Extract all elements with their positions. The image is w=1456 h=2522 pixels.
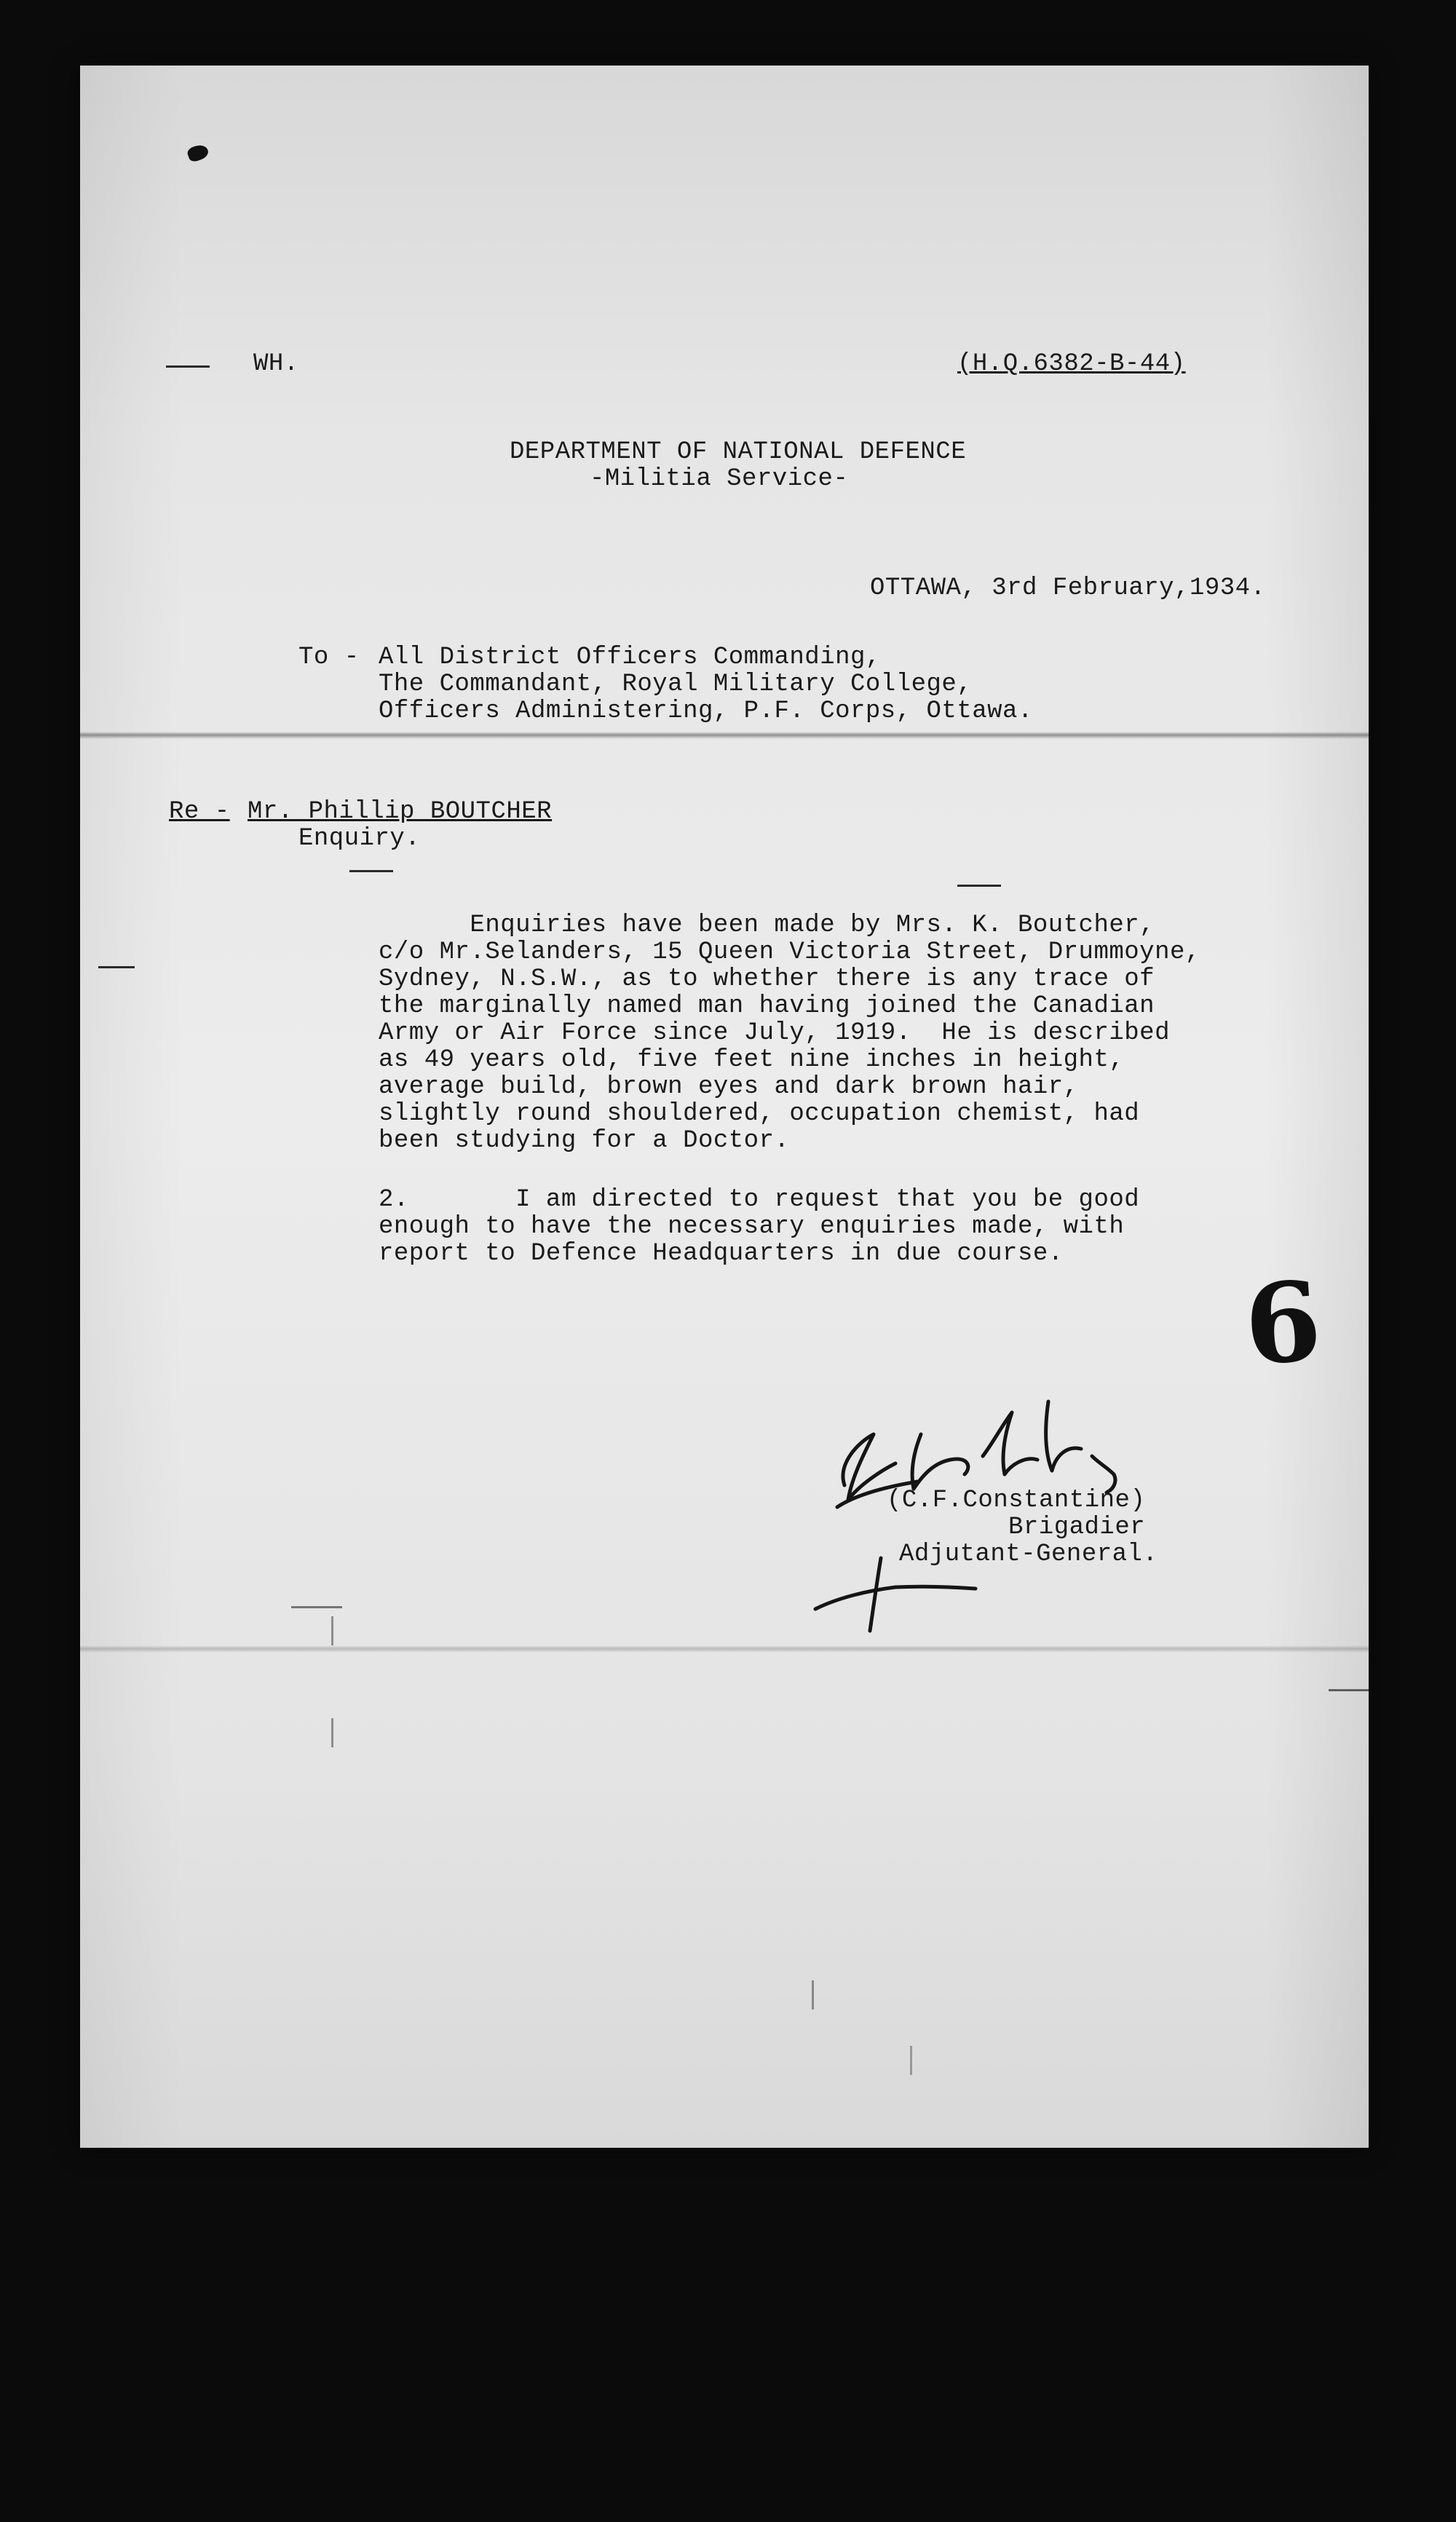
margin-dash [291,1606,342,1608]
body-line: average build, brown eyes and dark brown hair, [379,1073,1079,1101]
document-page [80,66,1369,2148]
body-line: enough to have the necessary enquiries made, with [379,1213,1125,1241]
margin-dash [98,966,135,968]
margin-tick [910,2046,912,2075]
margin-dash [1329,1689,1369,1691]
body-line: Army or Air Force since July, 1919. He is described [379,1019,1170,1047]
dateline: OTTAWA, 3rd February,1934. [870,574,1266,602]
margin-tick [812,1980,814,2009]
signatory-title: Adjutant-General. [899,1541,1158,1568]
body-line: report to Defence Headquarters in due course. [379,1240,1064,1268]
body-line: slightly round shouldered, occupation chemist, had [379,1100,1140,1128]
ink-speck [186,143,210,163]
body-line: Enquiries have been made by Mrs. K. Boutcher, [379,912,1155,939]
page-number: 6 [1240,1257,1326,1391]
initials: WH. [253,350,299,378]
signatory-name: (C.F.Constantine) [887,1487,1146,1514]
subject-line2: Enquiry. [298,825,421,853]
body-line: been studying for a Doctor. [379,1127,790,1155]
margin-dash [166,365,210,368]
subject-name: Mr. Phillip BOUTCHER [248,798,553,826]
body-line: c/o Mr.Selanders, 15 Queen Victoria Street, Drummoyne, [379,938,1200,966]
recipients-prefix: To - [298,644,360,671]
recipient-line: Officers Administering, P.F. Corps, Ottawa. [379,697,1033,725]
file-reference: (H.Q.6382-B-44) [957,350,1186,378]
recipient-line: All District Officers Commanding, [379,644,881,671]
body-line: the marginally named man having joined the Canadian [379,992,1155,1020]
signatory-rank: Brigadier [1008,1514,1146,1541]
body-line: as 49 years old, five feet nine inches in height, [379,1046,1125,1074]
recipient-line: The Commandant, Royal Military College, [379,671,973,698]
fold-crease [80,732,1369,739]
margin-tick [331,1718,333,1747]
service-subtitle: -Militia Service- [590,465,849,493]
department-title: DEPARTMENT OF NATIONAL DEFENCE [510,438,967,466]
margin-tick [331,1616,333,1645]
separator-dash [957,885,1001,887]
separator-dash [349,870,393,872]
body-line: 2. I am directed to request that you be good [379,1186,1140,1214]
body-line: Sydney, N.S.W., as to whether there is any trace of [379,965,1155,993]
subject-prefix: Re - [169,798,230,826]
